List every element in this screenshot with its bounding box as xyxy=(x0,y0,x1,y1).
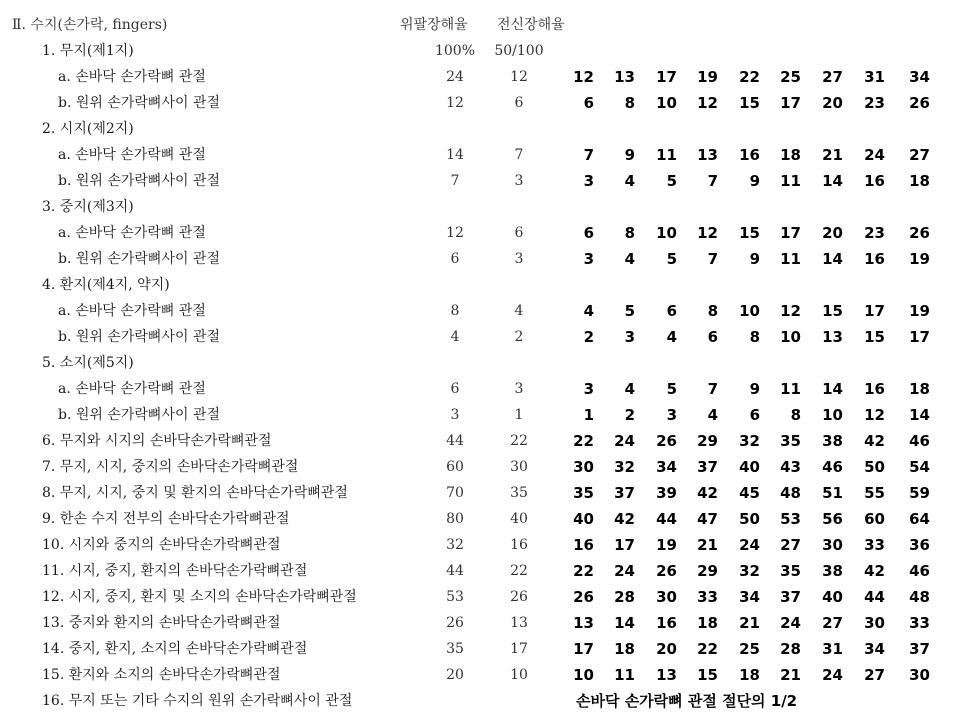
grade-value: 6 xyxy=(583,94,594,112)
whole-body-rate: 22 xyxy=(510,563,528,579)
grade-value: 18 xyxy=(909,172,930,190)
grade-value: 12 xyxy=(864,406,885,424)
grade-value: 37 xyxy=(614,484,635,502)
grade-value: 15 xyxy=(739,224,760,242)
grade-value: 6 xyxy=(707,328,718,346)
whole-body-rate: 30 xyxy=(510,459,528,475)
grade-value: 26 xyxy=(573,588,594,606)
item-label: 8. 무지, 시지, 중지 및 환지의 손바닥손가락뼈관절 xyxy=(42,485,348,501)
joint-label: b. 원위 손가락뼈사이 관절 xyxy=(58,251,221,267)
joint-label: a. 손바닥 손가락뼈 관절 xyxy=(58,225,206,241)
grade-value: 39 xyxy=(656,484,677,502)
item-label: 1. 무지(제1지) xyxy=(42,43,134,59)
grade-value: 4 xyxy=(707,406,718,424)
grade-value: 7 xyxy=(707,250,718,268)
grade-value: 9 xyxy=(624,146,635,164)
table-row xyxy=(0,272,966,298)
table-row xyxy=(0,90,966,116)
joint-label: a. 손바닥 손가락뼈 관절 xyxy=(58,381,206,397)
grade-value: 1 xyxy=(583,406,594,424)
grade-value: 5 xyxy=(666,250,677,268)
grade-value: 18 xyxy=(739,666,760,684)
grade-value: 22 xyxy=(697,640,718,658)
section-title: Ⅱ. 수지(손가락, fingers) xyxy=(12,17,168,33)
grade-value: 27 xyxy=(909,146,930,164)
whole-body-rate: 2 xyxy=(514,329,524,345)
upper-arm-rate: 53 xyxy=(446,589,464,605)
grade-value: 46 xyxy=(822,458,843,476)
table-row xyxy=(0,64,966,90)
grade-value: 19 xyxy=(909,250,930,268)
whole-body-rate: 7 xyxy=(514,147,524,163)
grade-value: 15 xyxy=(822,302,843,320)
grade-value: 42 xyxy=(864,562,885,580)
grade-value: 21 xyxy=(780,666,801,684)
grade-value: 18 xyxy=(780,146,801,164)
grade-value: 29 xyxy=(697,562,718,580)
whole-body-rate: 26 xyxy=(510,589,528,605)
grade-value: 10 xyxy=(656,94,677,112)
grade-value: 34 xyxy=(909,68,930,86)
upper-arm-rate: 7 xyxy=(450,173,460,189)
grade-value: 32 xyxy=(739,562,760,580)
grade-value: 35 xyxy=(573,484,594,502)
table-row xyxy=(0,506,966,532)
grade-value: 30 xyxy=(822,536,843,554)
whole-body-rate: 6 xyxy=(514,95,524,111)
table-row xyxy=(0,532,966,558)
table-row xyxy=(0,558,966,584)
grade-value: 27 xyxy=(780,536,801,554)
grade-value: 18 xyxy=(614,640,635,658)
table-row xyxy=(0,610,966,636)
grade-value: 8 xyxy=(749,328,760,346)
grade-value: 29 xyxy=(697,432,718,450)
grade-value: 11 xyxy=(614,666,635,684)
grade-value: 46 xyxy=(909,562,930,580)
grade-value: 43 xyxy=(780,458,801,476)
grade-value: 26 xyxy=(909,94,930,112)
grade-value: 9 xyxy=(749,172,760,190)
grade-value: 16 xyxy=(864,172,885,190)
column-header-whole-body-rate: 전신장해율 xyxy=(497,17,565,33)
whole-body-rate: 50/100 xyxy=(494,43,544,59)
grade-value: 34 xyxy=(656,458,677,476)
upper-arm-rate: 4 xyxy=(450,329,460,345)
grade-value: 28 xyxy=(614,588,635,606)
whole-body-rate: 4 xyxy=(514,303,524,319)
grade-value: 4 xyxy=(624,380,635,398)
upper-arm-rate: 20 xyxy=(446,667,464,683)
grade-value: 8 xyxy=(790,406,801,424)
grade-value: 37 xyxy=(780,588,801,606)
grade-value: 16 xyxy=(656,614,677,632)
whole-body-rate: 3 xyxy=(514,251,524,267)
item-label: 12. 시지, 중지, 환지 및 소지의 손바닥손가락뼈관절 xyxy=(42,589,357,605)
grade-value: 4 xyxy=(624,250,635,268)
upper-arm-rate: 32 xyxy=(446,537,464,553)
joint-label: b. 원위 손가락뼈사이 관절 xyxy=(58,173,221,189)
grade-value: 11 xyxy=(656,146,677,164)
table-row xyxy=(0,220,966,246)
table-row xyxy=(0,688,966,714)
grade-value: 33 xyxy=(909,614,930,632)
grade-value: 12 xyxy=(780,302,801,320)
grade-value: 56 xyxy=(822,510,843,528)
upper-arm-rate: 3 xyxy=(450,407,460,423)
grade-value: 26 xyxy=(656,562,677,580)
grade-value: 6 xyxy=(583,224,594,242)
grade-value: 8 xyxy=(707,302,718,320)
grade-value: 11 xyxy=(780,250,801,268)
grade-value: 17 xyxy=(864,302,885,320)
grade-value: 30 xyxy=(909,666,930,684)
grade-value: 7 xyxy=(707,172,718,190)
grade-value: 36 xyxy=(909,536,930,554)
grade-value: 64 xyxy=(909,510,930,528)
grade-value: 23 xyxy=(864,94,885,112)
grade-value: 24 xyxy=(780,614,801,632)
whole-body-rate: 40 xyxy=(510,511,528,527)
grade-value: 35 xyxy=(780,562,801,580)
table-row xyxy=(0,350,966,376)
grade-value: 2 xyxy=(583,328,594,346)
grade-value: 2 xyxy=(624,406,635,424)
grade-value: 24 xyxy=(614,432,635,450)
joint-label: a. 손바닥 손가락뼈 관절 xyxy=(58,147,206,163)
item-label: 7. 무지, 시지, 중지의 손바닥손가락뼈관절 xyxy=(42,459,299,475)
joint-label: a. 손바닥 손가락뼈 관절 xyxy=(58,69,206,85)
grade-value: 46 xyxy=(909,432,930,450)
upper-arm-rate: 70 xyxy=(446,485,464,501)
column-header-upper-arm-rate: 위팔장해율 xyxy=(400,17,468,33)
grade-value: 13 xyxy=(573,614,594,632)
upper-arm-rate: 80 xyxy=(446,511,464,527)
grade-value: 14 xyxy=(909,406,930,424)
grade-value: 26 xyxy=(656,432,677,450)
grade-value: 32 xyxy=(614,458,635,476)
grade-value: 3 xyxy=(583,250,594,268)
item-label: 3. 중지(제3지) xyxy=(42,199,134,215)
grade-value: 3 xyxy=(583,172,594,190)
grade-value: 27 xyxy=(822,68,843,86)
grade-value: 9 xyxy=(749,380,760,398)
item-label: 4. 환지(제4지, 약지) xyxy=(42,277,170,293)
grade-value: 47 xyxy=(697,510,718,528)
row-note: 손바닥 손가락뼈 관절 절단의 1/2 xyxy=(576,692,798,710)
item-label: 14. 중지, 환지, 소지의 손바닥손가락뼈관절 xyxy=(42,641,308,657)
grade-value: 37 xyxy=(697,458,718,476)
grade-value: 38 xyxy=(822,562,843,580)
whole-body-rate: 3 xyxy=(514,381,524,397)
upper-arm-rate: 35 xyxy=(446,641,464,657)
grade-value: 17 xyxy=(656,68,677,86)
upper-arm-rate: 44 xyxy=(446,433,464,449)
grade-value: 44 xyxy=(656,510,677,528)
upper-arm-rate: 24 xyxy=(446,69,464,85)
grade-value: 21 xyxy=(697,536,718,554)
grade-value: 24 xyxy=(739,536,760,554)
grade-value: 60 xyxy=(864,510,885,528)
upper-arm-rate: 26 xyxy=(446,615,464,631)
upper-arm-rate: 12 xyxy=(446,225,464,241)
grade-value: 53 xyxy=(780,510,801,528)
grade-value: 51 xyxy=(822,484,843,502)
grade-value: 16 xyxy=(573,536,594,554)
upper-arm-rate: 6 xyxy=(450,251,460,267)
grade-value: 14 xyxy=(822,250,843,268)
whole-body-rate: 12 xyxy=(510,69,528,85)
grade-value: 4 xyxy=(666,328,677,346)
grade-value: 10 xyxy=(822,406,843,424)
grade-value: 48 xyxy=(909,588,930,606)
grade-value: 20 xyxy=(822,94,843,112)
grade-value: 23 xyxy=(864,224,885,242)
table-row xyxy=(0,194,966,220)
upper-arm-rate: 12 xyxy=(446,95,464,111)
grade-value: 10 xyxy=(780,328,801,346)
grade-value: 10 xyxy=(739,302,760,320)
grade-value: 25 xyxy=(780,68,801,86)
grade-value: 17 xyxy=(573,640,594,658)
grade-value: 13 xyxy=(697,146,718,164)
grade-value: 22 xyxy=(573,562,594,580)
grade-value: 17 xyxy=(909,328,930,346)
whole-body-rate: 3 xyxy=(514,173,524,189)
grade-value: 45 xyxy=(739,484,760,502)
grade-value: 6 xyxy=(749,406,760,424)
grade-value: 55 xyxy=(864,484,885,502)
grade-value: 28 xyxy=(780,640,801,658)
grade-value: 14 xyxy=(822,380,843,398)
grade-value: 3 xyxy=(583,380,594,398)
grade-value: 4 xyxy=(624,172,635,190)
grade-value: 30 xyxy=(656,588,677,606)
joint-label: b. 원위 손가락뼈사이 관절 xyxy=(58,95,221,111)
grade-value: 31 xyxy=(864,68,885,86)
grade-value: 12 xyxy=(697,224,718,242)
grade-value: 15 xyxy=(864,328,885,346)
whole-body-rate: 35 xyxy=(510,485,528,501)
grade-value: 40 xyxy=(573,510,594,528)
grade-value: 4 xyxy=(583,302,594,320)
upper-arm-rate: 6 xyxy=(450,381,460,397)
grade-value: 5 xyxy=(624,302,635,320)
grade-value: 20 xyxy=(656,640,677,658)
grade-value: 19 xyxy=(697,68,718,86)
table-row xyxy=(0,480,966,506)
grade-value: 24 xyxy=(822,666,843,684)
whole-body-rate: 17 xyxy=(510,641,528,657)
grade-value: 5 xyxy=(666,380,677,398)
grade-value: 18 xyxy=(909,380,930,398)
grade-value: 16 xyxy=(864,380,885,398)
grade-value: 15 xyxy=(697,666,718,684)
grade-value: 34 xyxy=(739,588,760,606)
table-row xyxy=(0,38,966,64)
item-label: 13. 중지와 환지의 손바닥손가락뼈관절 xyxy=(42,615,281,631)
grade-value: 8 xyxy=(624,224,635,242)
grade-value: 33 xyxy=(864,536,885,554)
table-row xyxy=(0,376,966,402)
grade-value: 9 xyxy=(749,250,760,268)
upper-arm-rate: 8 xyxy=(450,303,460,319)
grade-value: 31 xyxy=(822,640,843,658)
grade-value: 40 xyxy=(822,588,843,606)
joint-label: a. 손바닥 손가락뼈 관절 xyxy=(58,303,206,319)
grade-value: 27 xyxy=(864,666,885,684)
joint-label: b. 원위 손가락뼈사이 관절 xyxy=(58,329,221,345)
table-row xyxy=(0,428,966,454)
upper-arm-rate: 44 xyxy=(446,563,464,579)
whole-body-rate: 22 xyxy=(510,433,528,449)
grade-value: 17 xyxy=(614,536,635,554)
grade-value: 11 xyxy=(780,172,801,190)
grade-value: 38 xyxy=(822,432,843,450)
grade-value: 25 xyxy=(739,640,760,658)
grade-value: 54 xyxy=(909,458,930,476)
grade-value: 34 xyxy=(864,640,885,658)
grade-value: 37 xyxy=(909,640,930,658)
table-row xyxy=(0,246,966,272)
item-label: 9. 한손 수지 전부의 손바닥손가락뼈관절 xyxy=(42,511,290,527)
grade-value: 11 xyxy=(780,380,801,398)
whole-body-rate: 10 xyxy=(510,667,528,683)
table-row xyxy=(0,324,966,350)
grade-value: 50 xyxy=(864,458,885,476)
grade-value: 13 xyxy=(822,328,843,346)
grade-value: 13 xyxy=(614,68,635,86)
upper-arm-rate: 14 xyxy=(446,147,464,163)
whole-body-rate: 13 xyxy=(510,615,528,631)
grade-value: 17 xyxy=(780,94,801,112)
item-label: 15. 환지와 소지의 손바닥손가락뼈관절 xyxy=(42,667,281,683)
grade-value: 33 xyxy=(697,588,718,606)
grade-value: 8 xyxy=(624,94,635,112)
table-header xyxy=(0,12,966,38)
grade-value: 26 xyxy=(909,224,930,242)
whole-body-rate: 16 xyxy=(510,537,528,553)
table-row xyxy=(0,116,966,142)
grade-value: 44 xyxy=(864,588,885,606)
upper-arm-rate: 100% xyxy=(434,43,476,59)
grade-value: 50 xyxy=(739,510,760,528)
grade-value: 35 xyxy=(780,432,801,450)
grade-value: 42 xyxy=(864,432,885,450)
grade-value: 40 xyxy=(739,458,760,476)
item-label: 10. 시지와 중지의 손바닥손가락뼈관절 xyxy=(42,537,281,553)
grade-value: 19 xyxy=(656,536,677,554)
item-label: 11. 시지, 중지, 환지의 손바닥손가락뼈관절 xyxy=(42,563,308,579)
item-label: 6. 무지와 시지의 손바닥손가락뼈관절 xyxy=(42,433,272,449)
grade-value: 24 xyxy=(864,146,885,164)
table-row xyxy=(0,168,966,194)
table-row xyxy=(0,584,966,610)
joint-label: b. 원위 손가락뼈사이 관절 xyxy=(58,407,221,423)
grade-value: 24 xyxy=(614,562,635,580)
grade-value: 22 xyxy=(573,432,594,450)
grade-value: 6 xyxy=(666,302,677,320)
grade-value: 19 xyxy=(909,302,930,320)
grade-value: 7 xyxy=(583,146,594,164)
grade-value: 13 xyxy=(656,666,677,684)
grade-value: 17 xyxy=(780,224,801,242)
table-row xyxy=(0,636,966,662)
grade-value: 3 xyxy=(666,406,677,424)
table-row xyxy=(0,454,966,480)
item-label: 16. 무지 또는 기타 수지의 원위 손가락뼈사이 관절 xyxy=(42,693,353,709)
grade-value: 5 xyxy=(666,172,677,190)
grade-value: 18 xyxy=(697,614,718,632)
grade-value: 59 xyxy=(909,484,930,502)
grade-value: 42 xyxy=(697,484,718,502)
grade-value: 21 xyxy=(739,614,760,632)
whole-body-rate: 6 xyxy=(514,225,524,241)
grade-value: 48 xyxy=(780,484,801,502)
grade-value: 42 xyxy=(614,510,635,528)
grade-value: 20 xyxy=(822,224,843,242)
grade-value: 3 xyxy=(624,328,635,346)
table-row xyxy=(0,298,966,324)
grade-value: 21 xyxy=(822,146,843,164)
upper-arm-rate: 60 xyxy=(446,459,464,475)
item-label: 2. 시지(제2지) xyxy=(42,121,134,137)
grade-value: 15 xyxy=(739,94,760,112)
grade-value: 22 xyxy=(739,68,760,86)
grade-value: 30 xyxy=(573,458,594,476)
grade-value: 14 xyxy=(822,172,843,190)
grade-value: 12 xyxy=(573,68,594,86)
grade-value: 32 xyxy=(739,432,760,450)
grade-value: 10 xyxy=(656,224,677,242)
table-row xyxy=(0,662,966,688)
grade-value: 16 xyxy=(864,250,885,268)
whole-body-rate: 1 xyxy=(514,407,524,423)
grade-value: 7 xyxy=(707,380,718,398)
grade-value: 12 xyxy=(697,94,718,112)
grade-value: 10 xyxy=(573,666,594,684)
grade-value: 14 xyxy=(614,614,635,632)
item-label: 5. 소지(제5지) xyxy=(42,355,134,371)
grade-value: 16 xyxy=(739,146,760,164)
table-row xyxy=(0,402,966,428)
table-row xyxy=(0,142,966,168)
grade-value: 30 xyxy=(864,614,885,632)
grade-value: 27 xyxy=(822,614,843,632)
